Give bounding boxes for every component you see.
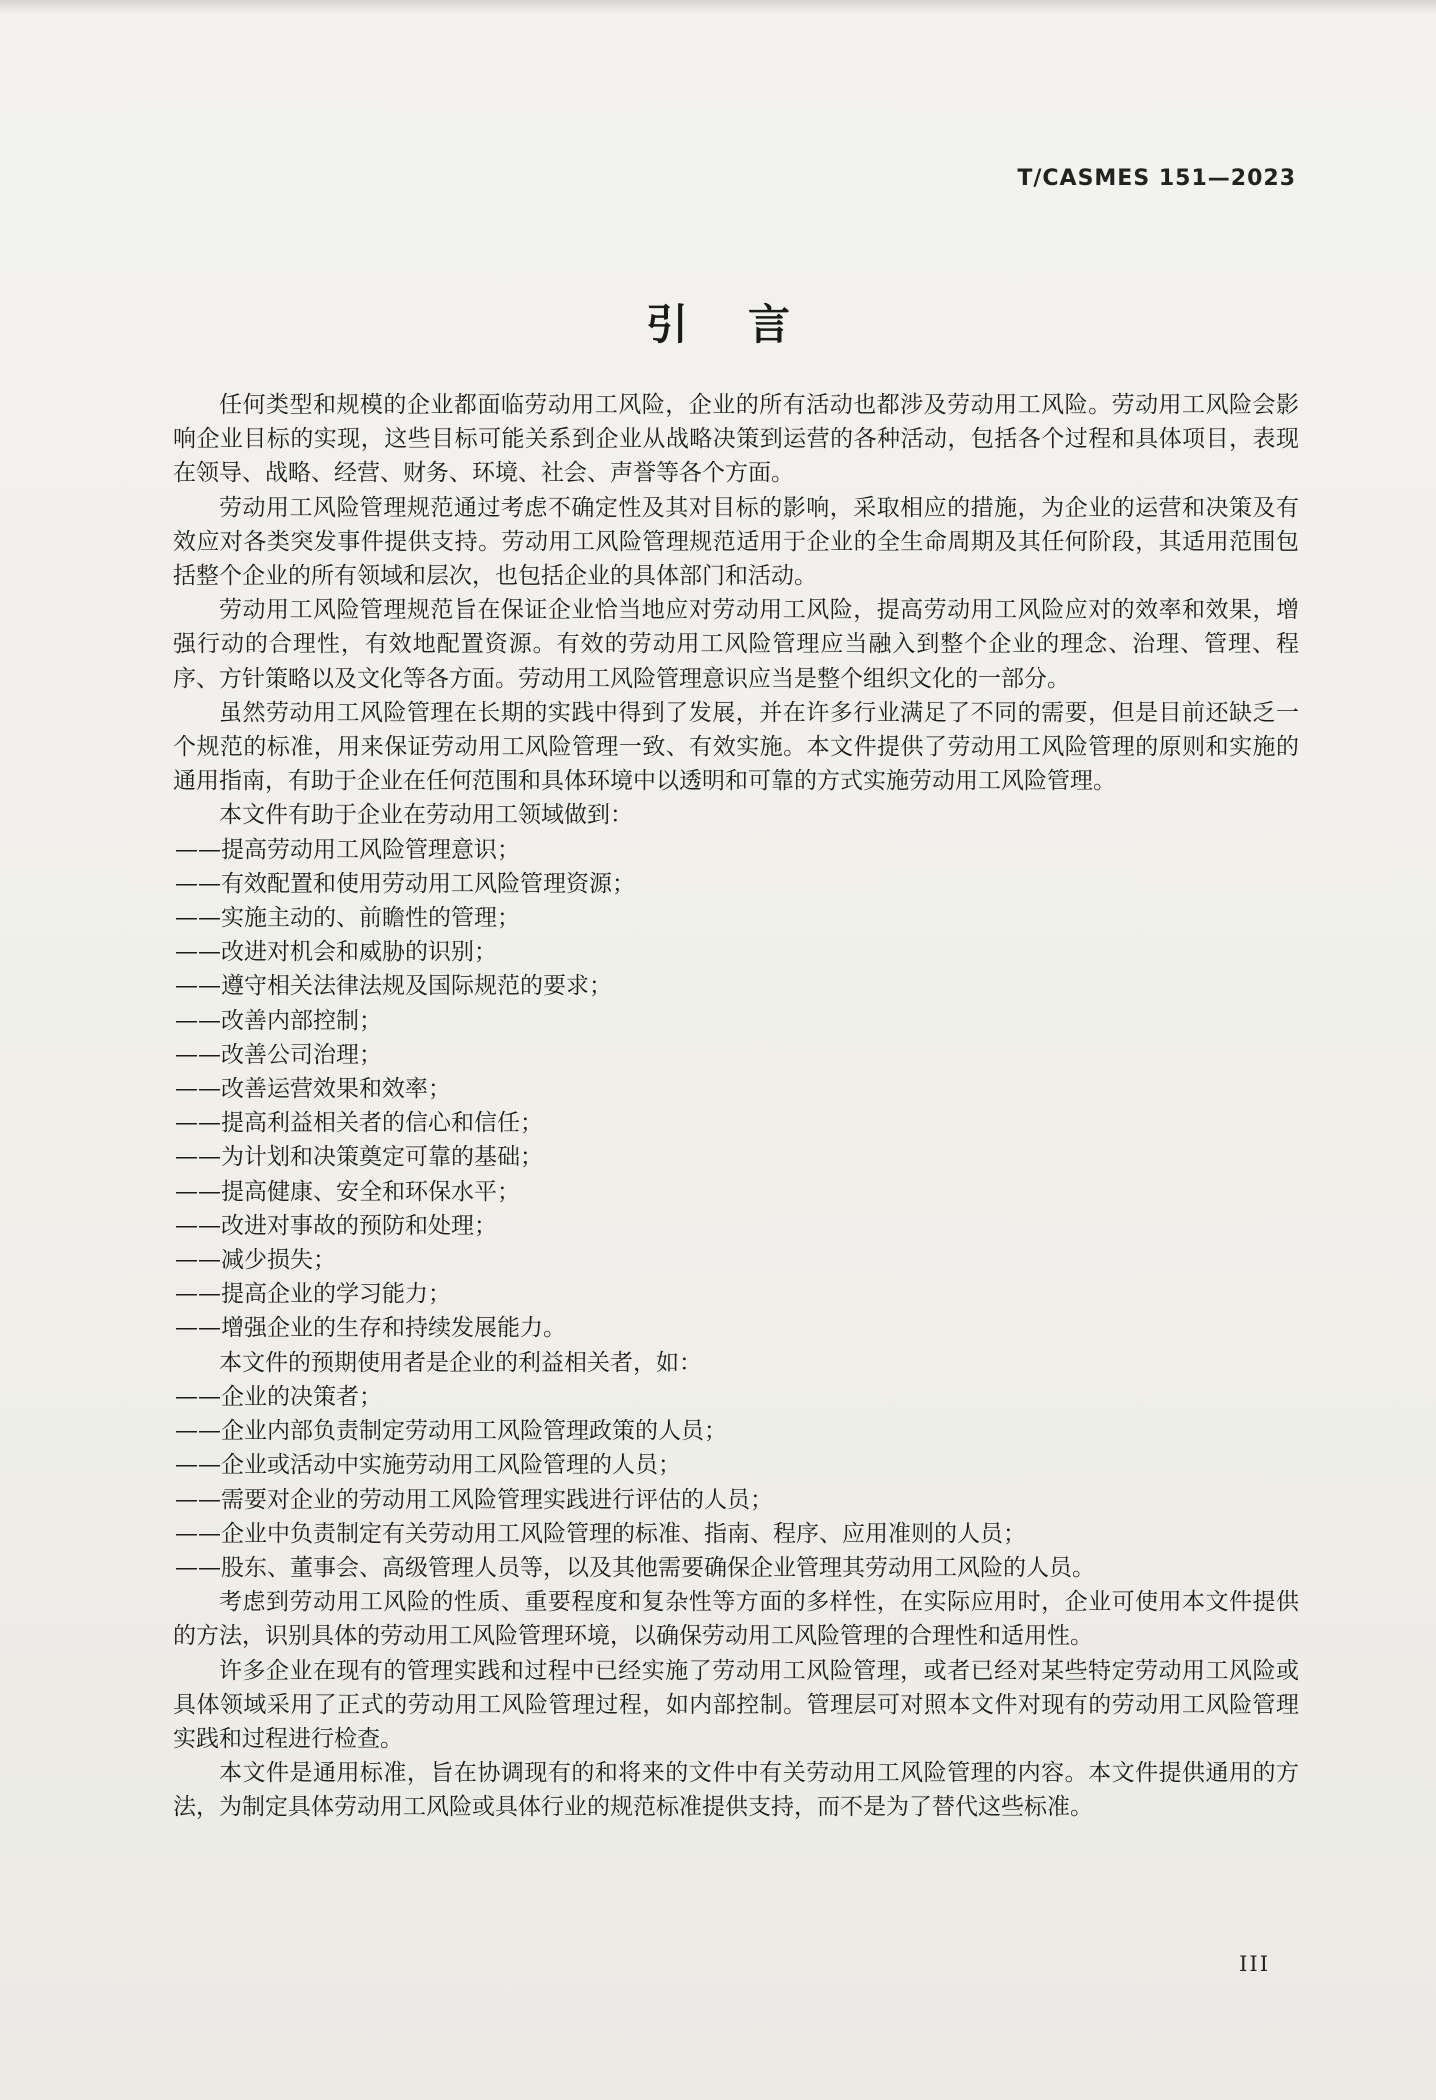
paragraph: 劳动用工风险管理规范通过考虑不确定性及其对目标的影响，采取相应的措施，为企业的运营和决策及有效应对各类突发事件提供支持。劳动用工风险管理规范适用于企业的全生命周期及其任何阶段，其适用范围包括整个企业的所有领域和层次，也包括企业的具体部门和活动。	[173, 494, 1299, 590]
list-item: ——实施主动的、前瞻性的管理；	[175, 905, 520, 932]
users-lead: 本文件的预期使用者是企业的利益相关者，如：	[219, 1349, 702, 1376]
list-item: ——有效配置和使用劳动用工风险管理资源；	[175, 870, 635, 897]
list-item: ——提高利益相关者的信心和信任；	[175, 1110, 543, 1137]
list-item: ——提高健康、安全和环保水平；	[175, 1178, 520, 1205]
list-item: ——股东、董事会、高级管理人员等，以及其他需要确保企业管理其劳动用工风险的人员。	[175, 1554, 1095, 1581]
benefits-list	[173, 833, 1299, 1346]
list-item: ——需要对企业的劳动用工风险管理实践进行评估的人员；	[175, 1486, 773, 1513]
list-item: ——改善运营效果和效率；	[175, 1076, 451, 1103]
list-item: ——提高劳动用工风险管理意识；	[175, 836, 520, 863]
paragraph: 劳动用工风险管理规范旨在保证企业恰当地应对劳动用工风险，提高劳动用工风险应对的效率和效果，增强行动的合理性，有效地配置资源。有效的劳动用工风险管理应当融入到整个企业的理念、治理、管理、程序、方针策略以及文化等各方面。劳动用工风险管理意识应当是整个组织文化的一部分。	[173, 597, 1299, 692]
paragraph: 虽然劳动用工风险管理在长期的实践中得到了发展，并在许多行业满足了不同的需要，但是目前还缺乏一个规范的标准，用来保证劳动用工风险管理一致、有效实施。本文件提供了劳动用工风险管理的原则和实施的通用指南，有助于企业在任何范围和具体环境中以透明和可靠的方式实施劳动用工风险管理。	[173, 699, 1299, 795]
list-item: ——企业或活动中实施劳动用工风险管理的人员；	[175, 1452, 681, 1479]
list-item: ——改善内部控制；	[175, 1007, 382, 1034]
body-text	[173, 388, 1299, 1825]
list-item: ——企业内部负责制定劳动用工风险管理政策的人员；	[175, 1418, 727, 1445]
list-item: ——提高企业的学习能力；	[175, 1281, 451, 1308]
list-item: ——增强企业的生存和持续发展能力。	[175, 1315, 566, 1342]
list-item: ——改善公司治理；	[175, 1041, 382, 1068]
page-number: III	[1239, 1952, 1270, 1976]
paragraph: 许多企业在现有的管理实践和过程中已经实施了劳动用工风险管理，或者已经对某些特定劳动用工风险或具体领域采用了正式的劳动用工风险管理过程，如内部控制。管理层可对照本文件对现有的劳动用工风险管理实践和过程进行检查。	[173, 1657, 1299, 1752]
list-item: ——改进对事故的预防和处理；	[175, 1212, 497, 1239]
scan-shadow	[0, 0, 1436, 14]
page-title: 引言	[645, 300, 850, 349]
list-item: ——企业的决策者；	[175, 1383, 382, 1410]
paragraph: 任何类型和规模的企业都面临劳动用工风险，企业的所有活动也都涉及劳动用工风险。劳动用工风险会影响企业目标的实现，这些目标可能关系到企业从战略决策到运营的各种活动，包括各个过程和具体项目，表现在领导、战略、经营、财务、环境、社会、声誉等各个方面。	[173, 392, 1299, 487]
list-item: ——企业中负责制定有关劳动用工风险管理的标准、指南、程序、应用准则的人员；	[175, 1520, 1026, 1547]
list-item: ——减少损失；	[175, 1247, 336, 1274]
list-item: ——改进对机会和威胁的识别；	[175, 939, 497, 966]
paragraph: 本文件是通用标准，旨在协调现有的和将来的文件中有关劳动用工风险管理的内容。本文件提供通用的方法，为制定具体劳动用工风险或具体行业的规范标准提供支持，而不是为了替代这些标准。	[173, 1760, 1299, 1821]
standard-number: T/CASMES 151—2023	[1017, 166, 1296, 191]
benefits-lead: 本文件有助于企业在劳动用工领域做到：	[219, 802, 633, 829]
list-item: ——为计划和决策奠定可靠的基础；	[175, 1144, 543, 1171]
users-list	[173, 1380, 1299, 1585]
list-item: ——遵守相关法律法规及国际规范的要求；	[175, 973, 612, 1000]
paragraph: 考虑到劳动用工风险的性质、重要程度和复杂性等方面的多样性，在实际应用时，企业可使用本文件提供的方法，识别具体的劳动用工风险管理环境，以确保劳动用工风险管理的合理性和适用性。	[173, 1589, 1299, 1650]
